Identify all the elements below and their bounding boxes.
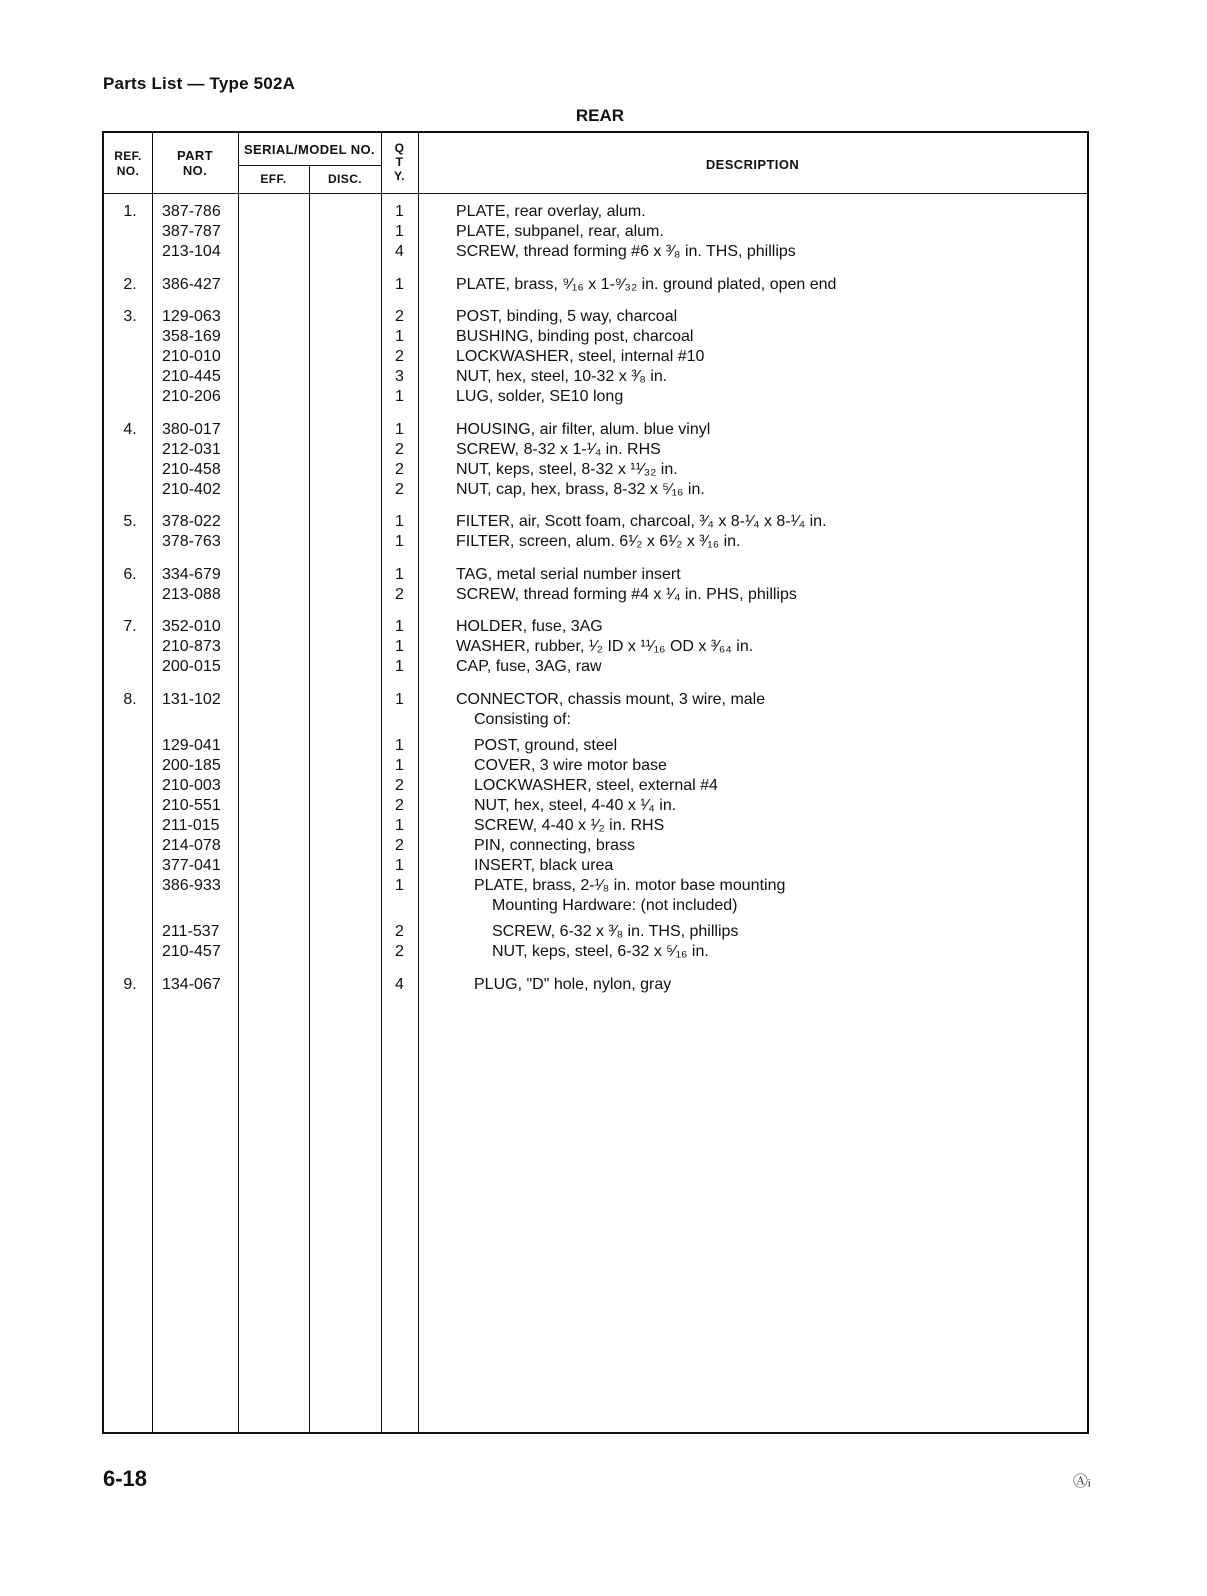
part-number: 378-022 <box>162 513 221 530</box>
ref-number: 6. <box>123 565 137 583</box>
description: SCREW, thread forming #6 x ³⁄₈ in. THS, phillips <box>456 243 796 260</box>
quantity: 2 <box>395 923 404 940</box>
quantity: 1 <box>395 513 404 530</box>
quantity: 2 <box>395 585 404 603</box>
part-number: 131-102 <box>162 690 221 708</box>
header-divider <box>104 193 1087 194</box>
part-number: 387-786 <box>162 203 221 220</box>
quantity: 1 <box>395 736 404 754</box>
description: CAP, fuse, 3AG, raw <box>456 658 602 675</box>
quantity: 2 <box>395 348 404 365</box>
description: CONNECTOR, chassis mount, 3 wire, male <box>456 690 766 708</box>
header-ref: REF. NO. <box>114 149 142 178</box>
col-divider <box>152 133 153 1432</box>
ref-number: 3. <box>123 308 137 325</box>
description: COVER, 3 wire motor base <box>474 756 667 774</box>
description: Consisting of: <box>474 710 571 728</box>
section-title: REAR <box>575 106 625 125</box>
part-number: 200-185 <box>162 756 221 774</box>
quantity: 1 <box>395 856 404 874</box>
description: NUT, hex, steel, 4-40 x ¹⁄₄ in. <box>474 796 677 814</box>
ref-number: 2. <box>123 275 137 293</box>
quantity: 4 <box>395 975 404 993</box>
quantity: 2 <box>395 460 404 478</box>
part-number: 129-041 <box>162 736 221 754</box>
part-number: 358-169 <box>162 328 221 345</box>
part-number: 380-017 <box>162 420 221 438</box>
quantity: 1 <box>395 756 404 774</box>
part-number: 134-067 <box>162 975 221 993</box>
description: PLATE, subpanel, rear, alum. <box>456 223 664 240</box>
col-divider <box>309 166 310 1432</box>
part-number: 210-551 <box>162 796 221 814</box>
quantity: 2 <box>395 440 404 458</box>
quantity: 1 <box>395 328 404 345</box>
part-number: 200-015 <box>162 658 221 675</box>
quantity: 1 <box>395 275 404 293</box>
description: NUT, cap, hex, brass, 8-32 x ⁵⁄₁₆ in. <box>456 480 705 498</box>
header-eff: EFF. <box>260 172 287 186</box>
description: LOCKWASHER, steel, internal #10 <box>456 348 705 365</box>
description: NUT, keps, steel, 6-32 x ⁵⁄₁₆ in. <box>492 943 709 960</box>
description: NUT, keps, steel, 8-32 x ¹¹⁄₃₂ in. <box>456 460 678 478</box>
part-number: 210-206 <box>162 388 221 405</box>
quantity: 1 <box>395 533 404 550</box>
ref-number: 9. <box>123 975 137 993</box>
description: LUG, solder, SE10 long <box>456 388 624 405</box>
part-number: 210-445 <box>162 368 221 385</box>
quantity: 1 <box>395 203 404 220</box>
part-number: 378-763 <box>162 533 221 550</box>
part-number: 210-003 <box>162 776 221 794</box>
col-divider <box>238 133 239 1432</box>
page-title: Parts List — Type 502A <box>103 74 296 93</box>
part-number: 129-063 <box>162 308 221 325</box>
description: SCREW, 8-32 x 1-¹⁄₄ in. RHS <box>456 440 661 458</box>
ref-number: 1. <box>123 203 137 220</box>
description: PLATE, rear overlay, alum. <box>456 203 646 220</box>
quantity: 2 <box>395 776 404 794</box>
description: BUSHING, binding post, charcoal <box>456 328 694 345</box>
description: HOLDER, fuse, 3AG <box>456 618 603 635</box>
quantity: 1 <box>395 876 404 894</box>
quantity: 2 <box>395 796 404 814</box>
description: INSERT, black urea <box>474 856 614 874</box>
description: SCREW, 6-32 x ³⁄₈ in. THS, phillips <box>492 923 739 940</box>
quantity: 1 <box>395 565 404 583</box>
quantity: 1 <box>395 223 404 240</box>
part-number: 377-041 <box>162 856 221 874</box>
part-number: 214-078 <box>162 836 221 854</box>
quantity: 1 <box>395 420 404 438</box>
quantity: 3 <box>395 368 404 385</box>
description: PIN, connecting, brass <box>474 836 635 854</box>
part-number: 211-537 <box>162 923 220 940</box>
quantity: 1 <box>395 638 404 655</box>
part-number: 210-457 <box>162 943 221 960</box>
quantity: 4 <box>395 243 404 260</box>
part-number: 213-104 <box>162 243 221 260</box>
part-number: 334-679 <box>162 565 221 583</box>
publisher-mark: Ⓐᵢ <box>1073 1473 1091 1490</box>
quantity: 1 <box>395 388 404 405</box>
description: POST, ground, steel <box>474 736 618 754</box>
header-qty: Q T Y. <box>394 141 405 183</box>
description: FILTER, air, Scott foam, charcoal, ³⁄₄ x 8-¹⁄₄ x 8-¹⁄₄ in. <box>456 513 827 530</box>
description: POST, binding, 5 way, charcoal <box>456 308 678 325</box>
description: TAG, metal serial number insert <box>456 565 681 583</box>
part-number: 210-402 <box>162 480 221 498</box>
part-number: 210-010 <box>162 348 221 365</box>
description: WASHER, rubber, ¹⁄₂ ID x ¹¹⁄₁₆ OD x ³⁄₆₄ in. <box>456 638 754 655</box>
page-number: 6-18 <box>103 1466 148 1491</box>
description: SCREW, 4-40 x ¹⁄₂ in. RHS <box>474 816 665 834</box>
header-description: DESCRIPTION <box>705 157 800 172</box>
quantity: 1 <box>395 658 404 675</box>
part-number: 386-933 <box>162 876 221 894</box>
part-number: 213-088 <box>162 585 221 603</box>
description: Mounting Hardware: (not included) <box>492 896 738 914</box>
quantity: 1 <box>395 816 404 834</box>
part-number: 212-031 <box>162 440 221 458</box>
description: PLUG, "D" hole, nylon, gray <box>474 975 672 993</box>
header-part: PART NO. <box>176 148 214 178</box>
header-subdivider <box>238 165 381 166</box>
description: PLATE, brass, ⁹⁄₁₆ x 1-⁹⁄₃₂ in. ground plated, open end <box>456 275 837 293</box>
header-serial: SERIAL/MODEL NO. <box>243 142 376 157</box>
ref-number: 5. <box>123 513 137 530</box>
quantity: 2 <box>395 480 404 498</box>
part-number: 387-787 <box>162 223 221 240</box>
quantity: 1 <box>395 690 404 708</box>
part-number: 352-010 <box>162 618 221 635</box>
description: HOUSING, air filter, alum. blue vinyl <box>456 420 711 438</box>
description: SCREW, thread forming #4 x ¹⁄₄ in. PHS, phillips <box>456 585 797 603</box>
col-divider <box>418 133 419 1432</box>
header-disc: DISC. <box>327 172 362 186</box>
description: FILTER, screen, alum. 6¹⁄₂ x 6¹⁄₂ x ³⁄₁₆ in. <box>456 533 741 550</box>
description: NUT, hex, steel, 10-32 x ³⁄₈ in. <box>456 368 668 385</box>
part-number: 210-458 <box>162 460 221 478</box>
description: PLATE, brass, 2-¹⁄₈ in. motor base mounting <box>474 876 786 894</box>
part-number: 210-873 <box>162 638 221 655</box>
ref-number: 4. <box>123 420 137 438</box>
quantity: 2 <box>395 308 404 325</box>
part-number: 211-015 <box>162 816 220 834</box>
description: LOCKWASHER, steel, external #4 <box>474 776 718 794</box>
parts-table <box>102 131 1089 1434</box>
quantity: 2 <box>395 943 404 960</box>
quantity: 2 <box>395 836 404 854</box>
part-number: 386-427 <box>162 275 221 293</box>
ref-number: 7. <box>123 618 137 635</box>
ref-number: 8. <box>123 690 137 708</box>
quantity: 1 <box>395 618 404 635</box>
